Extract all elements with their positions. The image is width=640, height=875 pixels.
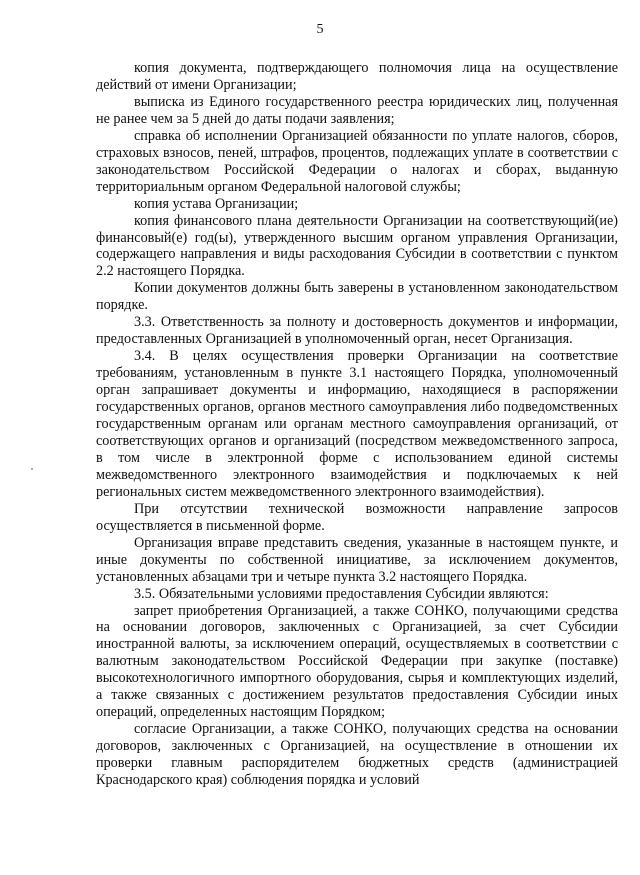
paragraph-financial-plan: копия финансового плана деятельности Организации на соответствующий(ие) финансовый(е) год(ы), утвержденного высшим органом управления Организации, содержащего направления и виды расходования Субсидии в соответствии с пунктом 2.2 настоящего Порядка. xyxy=(96,212,618,280)
paragraph-authority-copy: копия документа, подтверждающего полномочия лица на осуществление действий от имени Организации; xyxy=(96,60,618,93)
paragraph-inspection-consent: согласие Организации, а также СОНКО, получающих средства на основании договоров, заключенных с Организацией, на осуществление в отношении их проверки главным распорядителем бюджетных средств (администрацией Краснодарского края) соблюдения порядка и условий xyxy=(96,721,618,789)
paragraph-own-initiative: Организация вправе представить сведения, указанные в настоящем пункте, и иные документы по собственной инициативе, за исключением документов, установленных абзацами три и четыре пункта 3.2 настоящего Порядка. xyxy=(96,534,618,585)
paragraph-charter-copy: копия устава Организации; xyxy=(134,195,299,212)
paragraph-section-3-4: 3.4. В целях осуществления проверки Организации на соответствие требованиям, установленным в пункте 3.1 настоящего Порядка, уполномоченный орган запрашивает документы и информацию, находящиеся в распоряжении государственных органов, органов местного самоуправления либо подведомственных государственным органам или органам местного самоуправления организаций, от соответствующих органов и организаций (посредством межведомственного запроса, в том числе в электронной форме с использованием единой системы межведомственного электронного взаимодействия и подключаемых к ней региональных систем межведомственного электронного взаимодействия). xyxy=(96,348,618,500)
paragraph-tax-certificate: справка об исполнении Организацией обязанности по уплате налогов, сборов, страховых взносов, пеней, штрафов, процентов, подлежащих уплате в соответствии с законодательством Российской Федерации о налогах и сборах, выданную территориальным органом Федеральной налоговой службы; xyxy=(96,127,618,195)
margin-mark xyxy=(31,468,33,470)
paragraph-section-3-3: 3.3. Ответственность за полноту и достоверность документов и информации, предоставленных Организацией в уполномоченный орган, несет Организация. xyxy=(96,314,618,348)
page-number: 5 xyxy=(316,22,324,37)
paragraph-section-3-5: 3.5. Обязательными условиями предоставления Субсидии являются: xyxy=(134,585,549,602)
paragraph-registry-extract: выписка из Единого государственного реестра юридических лиц, полученная не ранее чем за 5 дней до даты подачи заявления; xyxy=(96,93,618,127)
document-body xyxy=(96,60,618,789)
paragraph-written-requests: При отсутствии технической возможности направление запросов осуществляется в письменной форме. xyxy=(96,500,618,534)
paragraph-currency-ban: запрет приобретения Организацией, а также СОНКО, получающими средства на основании договоров, заключенных с Организацией, за счет Субсидии иностранной валюты, за исключением операций, осуществляемых в соответствии с валютным законодательством Российской Федерации при закупке (поставке) высокотехнологичного импортного оборудования, сырья и комплектующих изделий, а также связанных с достижением результатов предоставления Субсидии иных операций, определенных настоящим Порядком; xyxy=(96,602,618,721)
paragraph-certified-copies: Копии документов должны быть заверены в установленном законодательством порядке. xyxy=(96,280,618,314)
